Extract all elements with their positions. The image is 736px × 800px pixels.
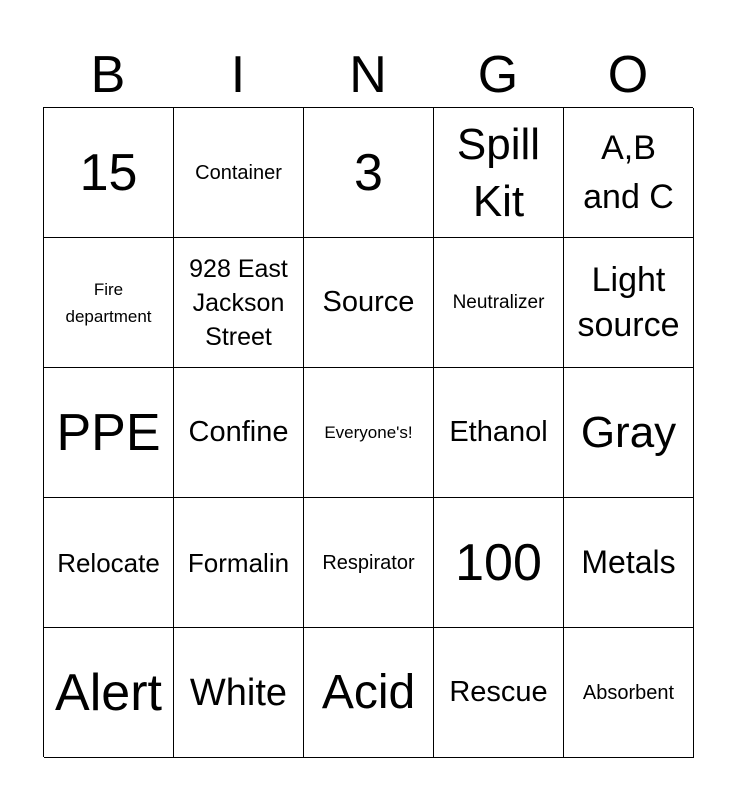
cell-label: Acid [321,665,416,719]
cell-label: Source [322,286,415,318]
cell-label: White [189,671,288,714]
bingo-cell[interactable] [174,238,304,368]
cell-label: Respirator [322,551,415,574]
bingo-cell[interactable] [304,238,434,368]
cell-label: Metals [581,544,676,580]
bingo-cell[interactable] [304,628,434,758]
bingo-cell[interactable] [434,498,564,628]
header-letter-o: O [607,46,649,104]
cell-label: Light source [577,260,680,344]
cell-label: Neutralizer [452,291,545,313]
bingo-cell[interactable] [304,498,434,628]
bingo-cell[interactable] [174,498,304,628]
bingo-cell[interactable] [564,498,694,628]
bingo-cell[interactable] [564,368,694,498]
cell-label: Rescue [449,676,548,708]
bingo-cell[interactable] [44,108,174,238]
cell-label: 100 [455,533,542,592]
bingo-cell[interactable] [434,628,564,758]
bingo-cell[interactable] [434,368,564,498]
cell-label: 15 [79,143,138,202]
bingo-cell[interactable] [44,238,174,368]
bingo-cell[interactable] [304,108,434,238]
header-letter-b: B [90,46,126,104]
cell-label: 3 [354,143,383,202]
cell-label: PPE [56,403,161,462]
bingo-cell[interactable] [174,368,304,498]
bingo-header [43,44,693,106]
cell-label: A,B and C [583,128,674,216]
bingo-cell[interactable] [304,368,434,498]
cell-label: Everyone's! [324,422,413,442]
cell-label: Spill Kit [456,119,541,226]
cell-label: Gray [580,407,677,457]
bingo-cell[interactable] [174,108,304,238]
bingo-cell[interactable] [434,108,564,238]
cell-label: 928 East Jackson Street [189,254,288,351]
cell-label: Confine [188,416,289,448]
bingo-cell[interactable] [564,238,694,368]
bingo-cell[interactable] [434,238,564,368]
cell-label: Relocate [57,547,160,578]
cell-label: Alert [55,663,162,722]
bingo-cell[interactable] [44,628,174,758]
cell-label: Container [195,161,282,184]
cell-label: Absorbent [582,681,675,704]
cell-label: Ethanol [449,416,548,448]
bingo-cell[interactable] [174,628,304,758]
header-letter-g: G [477,46,519,104]
bingo-card-grid [43,107,693,757]
header-letter-n: N [349,46,387,104]
bingo-cell[interactable] [44,498,174,628]
bingo-cell[interactable] [564,108,694,238]
cell-label: Fire department [65,279,152,326]
header-letter-i: I [230,46,246,104]
bingo-cell[interactable] [44,368,174,498]
bingo-cell[interactable] [564,628,694,758]
cell-label: Formalin [187,547,290,578]
